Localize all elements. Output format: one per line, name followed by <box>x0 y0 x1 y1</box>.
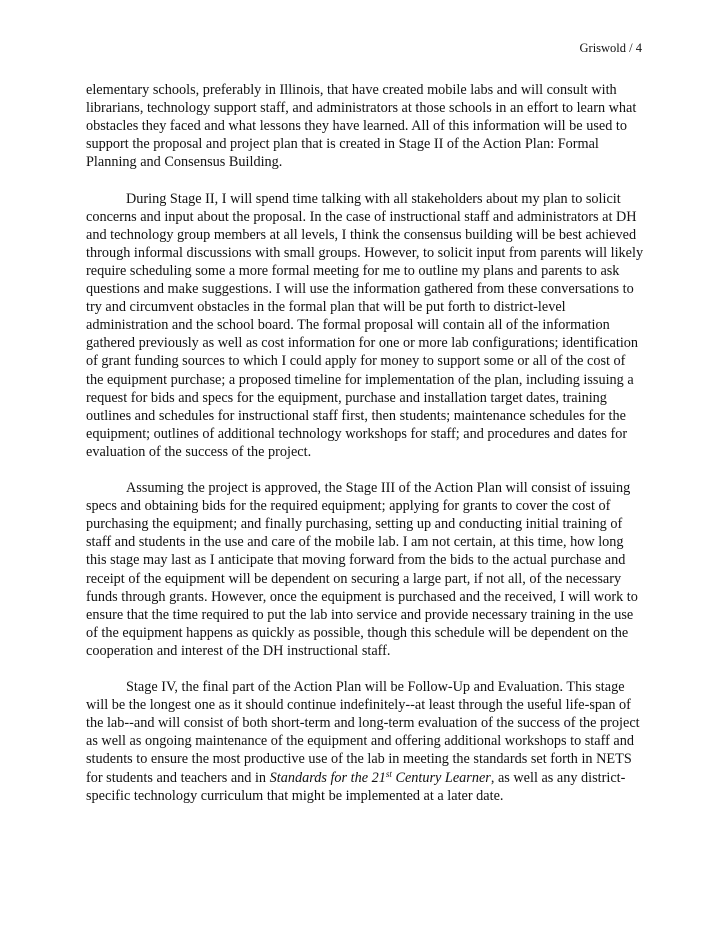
paragraph-1: elementary schools, preferably in Illinois, that have created mobile labs and will consult with librarians, technology support staff, and administrators at those schools in an effort to learn what obstacles they faced and what lessons they have learned. All of this information will be used to support the proposal and project plan that is created in Stage II of the Action Plan: Formal Planning and Consensus Building. <box>86 82 637 171</box>
paragraph-4-text-end: , as well as any district-specific technology curriculum that might be implemented at a later date. <box>86 769 626 804</box>
standards-title-part-2: Century Learner <box>391 769 491 786</box>
paragraph-3: Assuming the project is approved, the Stage III of the Action Plan will consist of issuing specs and obtaining bids for the required equipment; applying for grants to cover the cost of purchasing the equipment; and finally purchasing, setting up and conducting initial training of staff and students in the use and care of the mobile lab. I am not certain, at this time, how long this stage may last as I anticipate that moving forward from the bids to the actual purchase and receipt of the equipment will be dependent on securing a large part, if not all, of the necessary funds through grants. However, once the equipment is purchased and the received, I will work to ensure that the time required to put the lab into service and provide necessary training in the use of the equipment happens as quickly as possible, though this schedule will be dependent on the cooperation and interest of the DH instructional staff. <box>86 480 638 659</box>
standards-title <box>270 770 491 786</box>
document-body <box>86 81 646 805</box>
ordinal-superscript: st <box>385 768 392 779</box>
running-head: Griswold / 4 <box>579 41 642 55</box>
paragraph-4 <box>86 678 646 805</box>
standards-title-part-1: Standards for the 21 <box>269 769 386 786</box>
paragraph-4-text-start: Stage IV, the final part of the Action Plan will be Follow-Up and Evaluation. This stage will be the longest one as it should continue indefinitely--at least through the useful life-span of the lab--and will consist of both short-term and long-term evaluation of the success of the project as well as ongoing maintenance of the equipment and offering additional workshops to staff and students to ensure the most productive use of the lab in meeting the standards set forth in NETS for students and teachers and in <box>86 679 640 786</box>
paragraph-2: During Stage II, I will spend time talking with all stakeholders about my plan to solicit concerns and input about the proposal. In the case of instructional staff and administrators at DH and technology group members at all levels, I think the consensus building will be best achieved through informal discussions with small groups. However, to solicit input from parents will likely require scheduling some a more formal meeting for me to outline my plans and parents to ask questions and make suggestions. I will use the information gathered from these conversations to try and circumvent obstacles in the formal plan that will be put forth to district-level administration and the school board. The formal proposal will contain all of the information gathered previously as well as cost information for one or more lab configurations; identification of grant funding sources to which I could apply for money to support some or all of the cost of the equipment purchase; a proposed timeline for implementation of the plan, including issuing a request for bids and specs for the equipment, purchase and installation target dates, training outlines and schedules for instructional staff first, then students; maintenance schedules for the equipment; outlines of additional technology workshops for staff; and procedures and dates for evaluation of the success of the project. <box>86 190 644 460</box>
